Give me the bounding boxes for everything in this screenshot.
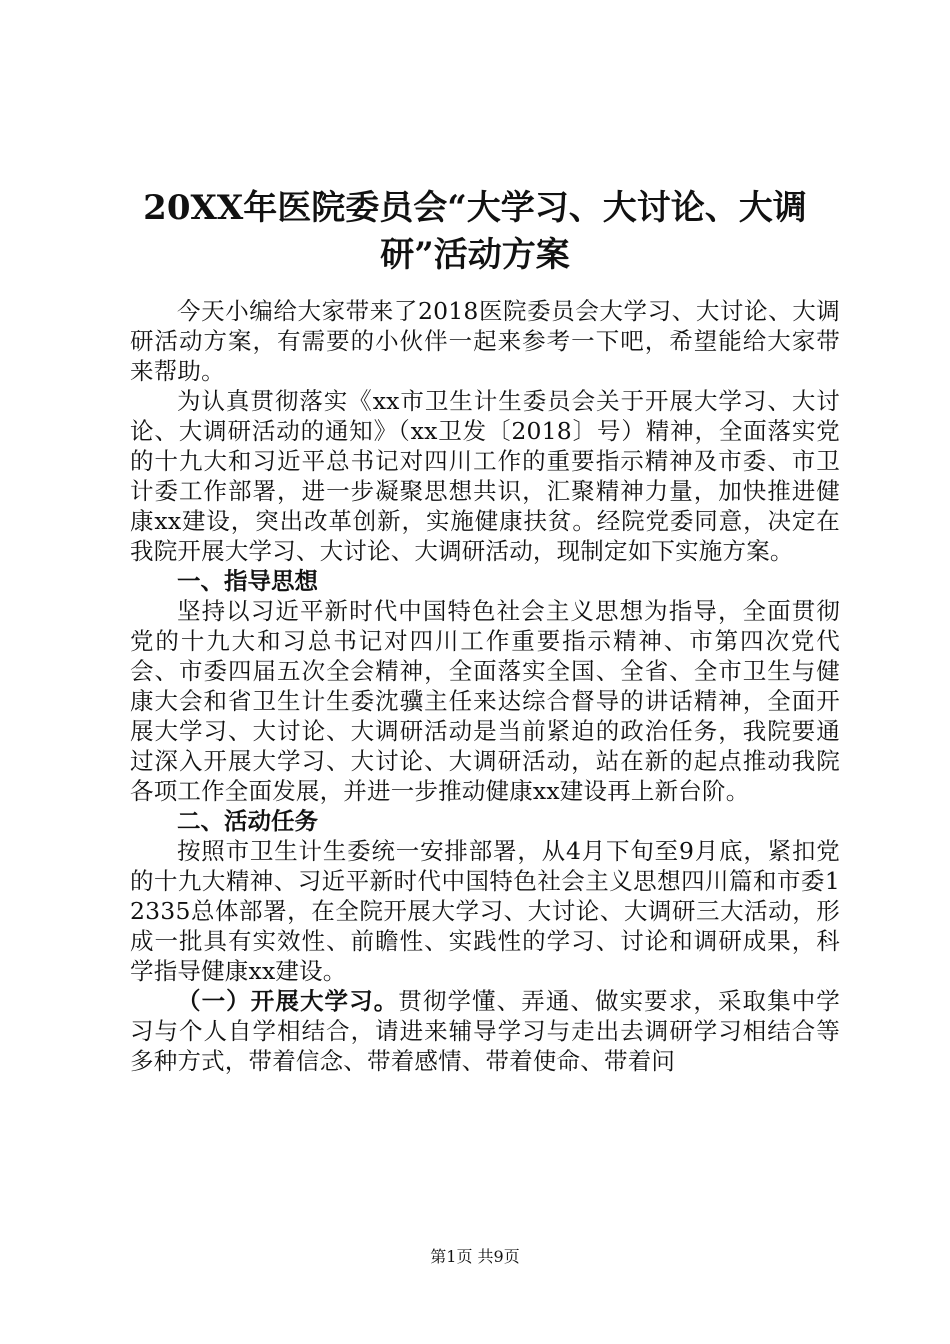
paragraph-guiding-ideology: 坚持以习近平新时代中国特色社会主义思想为指导，全面贯彻党的十九大和习总书记对四川工作重要指示精神、市第四次党代会、市委四届五次全会精神，全面落实全国、全省、全市卫生与健康大会和省卫生计生委沈骥主任来达综合督导的讲话精神，全面开展大学习、大讨论、大调研活动是当前紧迫的政治任务，我院要通过深入开展大学习、大讨论、大调研活动，站在新的起点推动我院各项工作全面发展，并进一步推动健康xx建设再上新台阶。 [130, 597, 840, 805]
paragraph-background: 为认真贯彻落实《xx市卫生计生委员会关于开展大学习、大讨论、大调研活动的通知》（xx卫发〔2018〕号）精神，全面落实党的十九大和习近平总书记对四川工作的重要指示精神及市委、市卫计委工作部署，进一步凝聚思想共识，汇聚精神力量，加快推进健康xx建设，突出改革创新，实施健康扶贫。经院党委同意，决定在我院开展大学习、大讨论、大调研活动，现制定如下实施方案。 [130, 387, 840, 565]
document-body [130, 296, 840, 1076]
paragraph-big-study-text: 贯彻学懂、弄通、做实要求，采取集中学习与个人自学相结合，请进来辅导学习与走出去调研学习相结合等多种方式，带着信念、带着感情、带着使命、带着问 [130, 987, 840, 1075]
document-title-line-1: 20XX年医院委员会“大学习、大讨论、大调 [143, 188, 807, 228]
intro-paragraph: 今天小编给大家带来了2018医院委员会大学习、大讨论、大调研活动方案，有需要的小伙伴一起来参考一下吧，希望能给大家带来帮助。 [130, 297, 840, 385]
section-heading-guiding-ideology: 一、指导思想 [177, 567, 318, 595]
page-footer: 第1页 共9页 [430, 1247, 520, 1266]
paragraph-big-study [130, 986, 840, 1076]
document-title-line-2: 研”活动方案 [380, 235, 570, 275]
paragraph-activity-tasks: 按照市卫生计生委统一安排部署，从4月下旬至9月底，紧扣党的十九大精神、习近平新时代中国特色社会主义思想四川篇和市委12335总体部署，在全院开展大学习、大讨论、大调研三大活动，形成一批具有实效性、前瞻性、实践性的学习、讨论和调研成果，科学指导健康xx建设。 [130, 837, 840, 985]
section-heading-activity-tasks: 二、活动任务 [177, 807, 318, 835]
subsection-lead-big-study: （一）开展大学习。 [177, 987, 399, 1015]
